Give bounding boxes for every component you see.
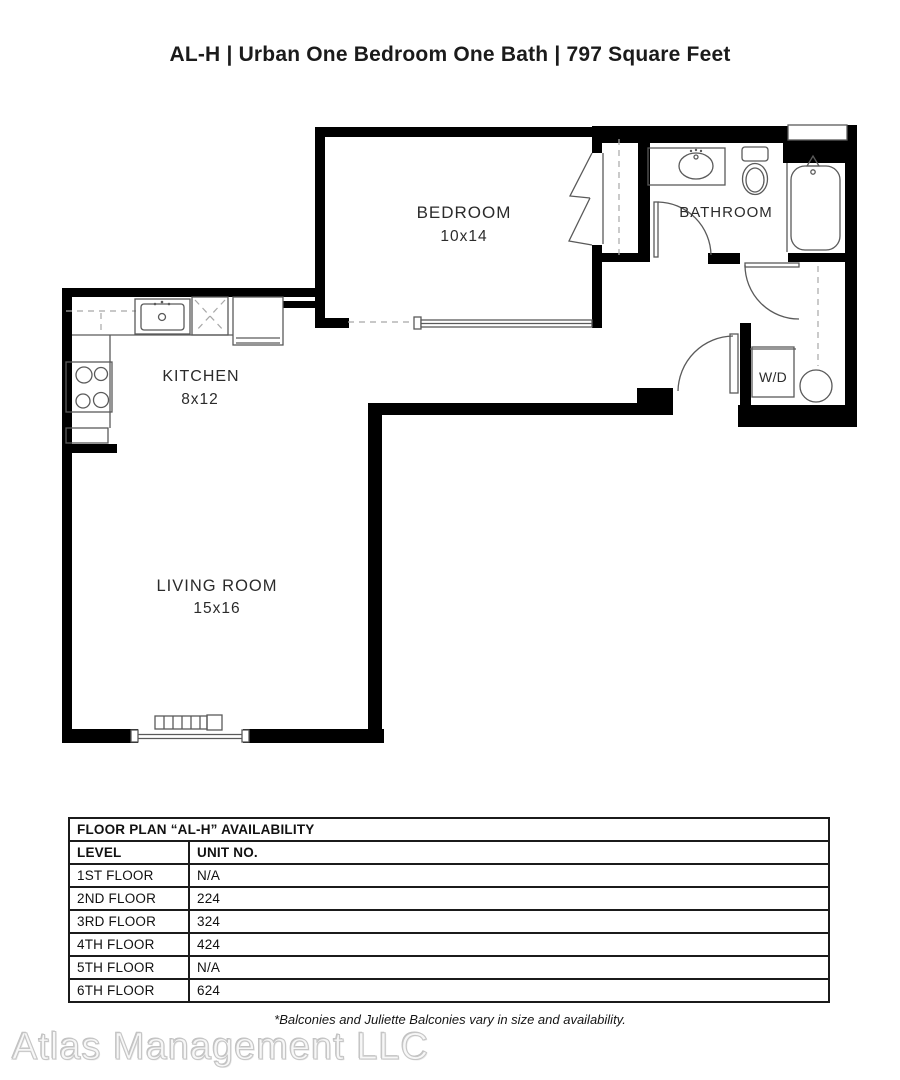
level-cell: 2ND FLOOR bbox=[69, 887, 189, 910]
wall-top-bedroom bbox=[315, 127, 600, 137]
wall-bottom-right-outer bbox=[738, 405, 857, 427]
wall-kitchen-return bbox=[283, 301, 322, 308]
sliding-door-cap bbox=[414, 317, 421, 329]
living-room-dims: 15x16 bbox=[193, 600, 241, 617]
wall-bottom-left-seg bbox=[62, 729, 138, 743]
level-cell: 5TH FLOOR bbox=[69, 956, 189, 979]
table-header-row bbox=[69, 841, 829, 864]
table-row bbox=[69, 910, 829, 933]
column-header-unit: UNIT NO. bbox=[189, 841, 829, 864]
unit-cell: 224 bbox=[189, 887, 829, 910]
wd-closet-door bbox=[745, 263, 799, 319]
wall-bottom-right-seg bbox=[243, 729, 384, 743]
kitchen-dims: 8x12 bbox=[181, 391, 219, 408]
bathroom-fixtures bbox=[648, 147, 840, 257]
table-row bbox=[69, 933, 829, 956]
level-cell: 3RD FLOOR bbox=[69, 910, 189, 933]
table-row bbox=[69, 887, 829, 910]
bedroom-dims: 10x14 bbox=[440, 228, 488, 245]
page-title: AL-H | Urban One Bedroom One Bath | 797 Square Feet bbox=[169, 43, 731, 66]
wall-right-outer bbox=[845, 125, 857, 427]
living-room-label: LIVING ROOM bbox=[156, 577, 278, 595]
wall-top-bathroom bbox=[592, 126, 790, 143]
wall-hall-jog-b bbox=[637, 388, 673, 404]
living-room-fixtures bbox=[131, 715, 249, 742]
level-cell: 4TH FLOOR bbox=[69, 933, 189, 956]
unit-cell: 424 bbox=[189, 933, 829, 956]
wall-hall-jog-a bbox=[368, 403, 673, 415]
table-title-row bbox=[69, 818, 829, 841]
window-cap-left bbox=[131, 730, 138, 742]
kitchen-label: KITCHEN bbox=[162, 368, 240, 385]
table-row bbox=[69, 864, 829, 887]
balcony-footnote: *Balconies and Juliette Balconies vary in size and availability. bbox=[274, 1012, 626, 1027]
water-heater bbox=[800, 370, 832, 402]
window-top-right bbox=[788, 125, 847, 140]
wall-bath-bottom-mid bbox=[708, 253, 740, 264]
toilet bbox=[742, 147, 768, 195]
bathroom-label: BATHROOM bbox=[679, 204, 773, 221]
wall-wd-left bbox=[740, 323, 751, 415]
wall-bedroom-bottom-stub bbox=[315, 318, 349, 328]
stove bbox=[66, 362, 112, 412]
baseboard-heater bbox=[155, 715, 222, 730]
dishwasher bbox=[192, 297, 228, 335]
unit-cell: 324 bbox=[189, 910, 829, 933]
wall-kitchen-top bbox=[62, 288, 322, 297]
bathtub bbox=[787, 156, 840, 252]
unit-cell: N/A bbox=[189, 864, 829, 887]
bifold-closet-doors bbox=[569, 153, 592, 245]
window-cap-right bbox=[242, 730, 249, 742]
hall-fixtures bbox=[678, 263, 832, 402]
wall-kitchen-stub bbox=[62, 444, 117, 453]
unit-cell: N/A bbox=[189, 956, 829, 979]
level-cell: 1ST FLOOR bbox=[69, 864, 189, 887]
wall-bedroom-right-upper bbox=[592, 126, 602, 153]
wall-tub-bottom bbox=[788, 253, 850, 262]
wall-living-right bbox=[368, 403, 382, 743]
table-row bbox=[69, 979, 829, 1002]
management-watermark: Atlas Management LLC bbox=[12, 1026, 430, 1068]
level-cell: 6TH FLOOR bbox=[69, 979, 189, 1002]
table-row bbox=[69, 956, 829, 979]
wall-left-outer bbox=[62, 288, 72, 743]
wall-bedroom-left bbox=[315, 127, 325, 328]
counter-end-cabinet bbox=[66, 428, 108, 443]
availability-table bbox=[68, 817, 830, 1003]
bedroom-label: BEDROOM bbox=[416, 203, 512, 222]
wall-closet-bath-divider bbox=[638, 127, 650, 262]
kitchen-sink bbox=[135, 299, 190, 334]
washer-dryer-label: W/D bbox=[758, 369, 788, 385]
entry-door bbox=[678, 334, 738, 393]
bathroom-sink bbox=[648, 148, 725, 185]
table-title: FLOOR PLAN “AL-H” AVAILABILITY bbox=[69, 818, 829, 841]
column-header-level: LEVEL bbox=[69, 841, 189, 864]
unit-cell: 624 bbox=[189, 979, 829, 1002]
refrigerator bbox=[233, 297, 283, 345]
